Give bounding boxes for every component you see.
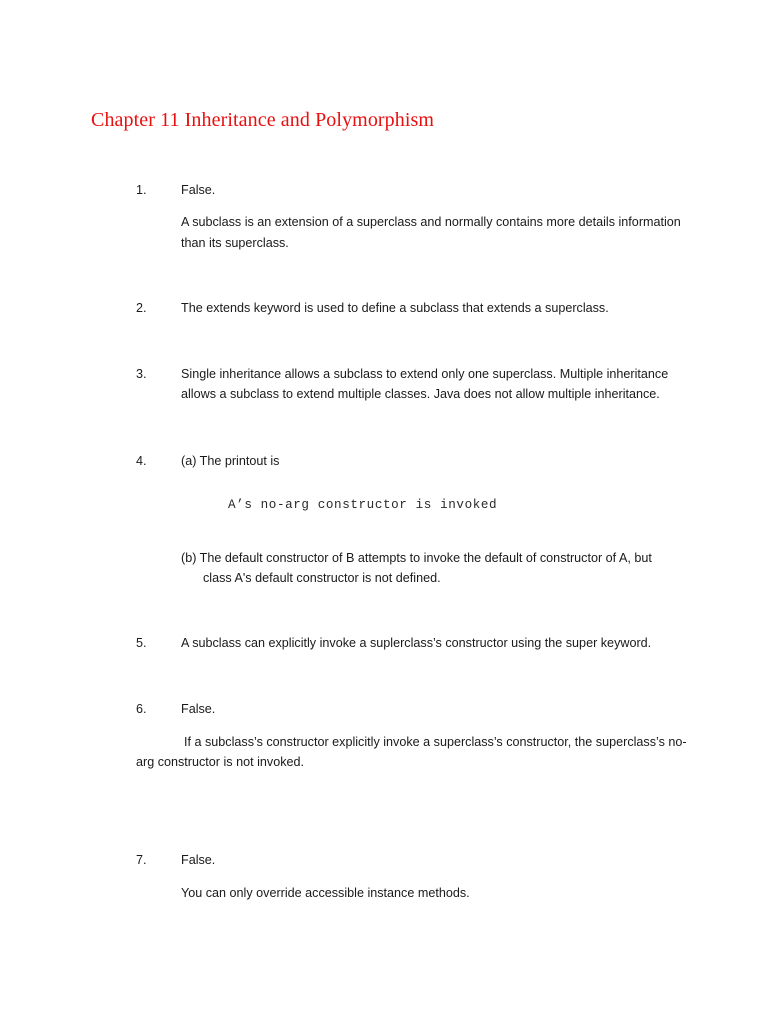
item-1-explanation-line-2: than its superclass. — [181, 236, 289, 250]
item-5-number: 5. — [136, 636, 147, 650]
item-4-number: 4. — [136, 454, 147, 468]
item-2-text: The extends keyword is used to define a subclass that extends a superclass. — [181, 301, 609, 315]
item-2-number: 2. — [136, 301, 147, 315]
item-3-number: 3. — [136, 367, 147, 381]
item-7-answer: False. — [181, 853, 216, 867]
item-1-answer: False. — [181, 183, 216, 197]
item-4-part-b-line-2: class A's default constructor is not defined. — [203, 571, 441, 585]
item-1-explanation-line-1: A subclass is an extension of a superclass and normally contains more details information — [181, 215, 681, 229]
item-4-code-output: A’s no-arg constructor is invoked — [228, 497, 498, 512]
item-1-number: 1. — [136, 183, 147, 197]
item-3-text-line-2: allows a subclass to extend multiple classes. Java does not allow multiple inheritance. — [181, 387, 660, 401]
item-6-answer: False. — [181, 702, 216, 716]
item-7-explanation: You can only override accessible instance methods. — [181, 886, 470, 900]
item-6-explanation-line-1: If a subclass’s constructor explicitly invoke a superclass’s constructor, the superclass’s no- — [184, 735, 687, 749]
item-7-number: 7. — [136, 853, 147, 867]
item-4-part-b-line-1: (b) The default constructor of B attempts to invoke the default of constructor of A, but — [181, 551, 652, 565]
item-6-number: 6. — [136, 702, 147, 716]
item-4-part-a: (a) The printout is — [181, 454, 280, 468]
chapter-title: Chapter 11 Inheritance and Polymorphism — [91, 109, 435, 131]
item-3-text-line-1: Single inheritance allows a subclass to extend only one superclass. Multiple inheritance — [181, 367, 669, 381]
item-5-text: A subclass can explicitly invoke a suplerclass’s constructor using the super keyword. — [181, 636, 652, 650]
item-6-explanation-line-2: arg constructor is not invoked. — [136, 755, 304, 769]
